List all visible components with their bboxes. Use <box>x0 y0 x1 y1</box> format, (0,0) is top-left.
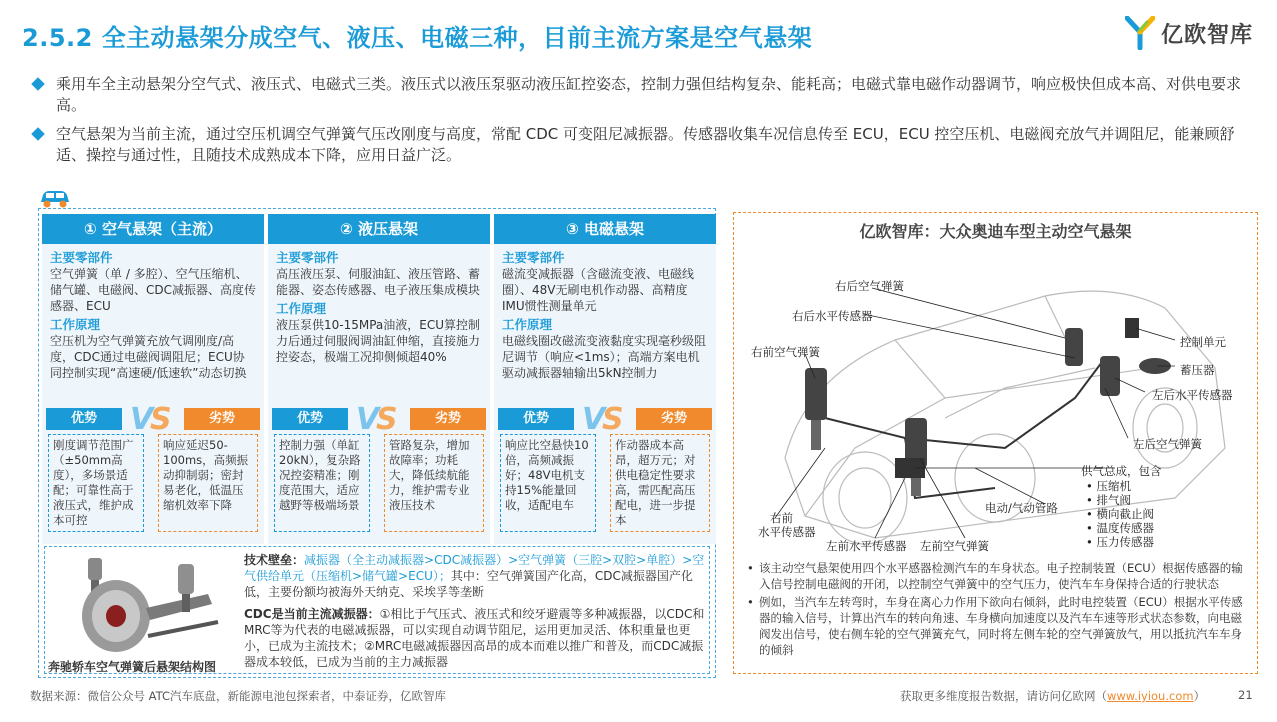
advantage-box: 响应比空悬快10倍，高频减振好；48V电机支持15%能量回收，适配电车 <box>500 434 596 532</box>
label-rf-level-1: 右前 <box>770 511 793 525</box>
vs-row <box>46 402 260 437</box>
parts-title: 主要零部件 <box>50 250 113 265</box>
supply-item-text: 横向截止阀 <box>1096 507 1154 521</box>
supply-item: • 横向截止阀 <box>1086 507 1154 521</box>
vs-v-glyph: V <box>356 402 380 437</box>
close-paren: ） <box>1193 689 1206 703</box>
diagram-title: 亿欧智库：大众奥迪车型主动空气悬架 <box>859 222 1132 241</box>
advantage-tab: 优势 <box>272 408 348 430</box>
page-title: 2.5.2 全主动悬架分成空气、液压、电磁三种，目前主流方案是空气悬架 <box>22 24 813 52</box>
supply-item-text: 压缩机 <box>1096 479 1131 493</box>
intro-bullet-text: 空气悬架为当前主流，通过空压机调空气弹簧气压改刚度与高度，常配 CDC 可变阻尼减振器。传感器收集车况信息传至 ECU，ECU 控空压机、电磁阀充放气并调阻尼，能兼顾舒适、操控与通过性，且随技术成熟成本下降，应用日益广泛。 <box>56 125 1235 164</box>
supply-item-text: 压力传感器 <box>1096 535 1154 549</box>
intro-bullet-text: 乘用车全主动悬架分空气式、液压式、电磁式三类。液压式以液压泵驱动液压缸控姿态，控制力强但结构复杂、能耗高；电磁式靠电磁作动器调节，响应极快但成本高、对供电要求高。 <box>56 75 1242 114</box>
label-rf-level-2: 水平传感器 <box>758 525 816 539</box>
tech-barrier-paragraph <box>244 552 706 600</box>
label-pipes: 电动/气动管路 <box>985 501 1058 515</box>
data-source: 数据来源：微信公众号 ATC汽车底盘，新能源电池包探索者，中泰证券，亿欧智库 <box>30 689 447 703</box>
label-lr-level: 左后水平传感器 <box>1152 388 1233 402</box>
vs-row <box>498 402 712 437</box>
label-lf-level: 左前水平传感器 <box>826 539 907 553</box>
supply-item: • 压缩机 <box>1086 479 1131 493</box>
parts-text: 磁流变减振器（含磁流变液、电磁线圈）、48V无刷电机作动器、高精度IMU惯性测量单元 <box>502 267 695 313</box>
diagram-note <box>745 560 1250 592</box>
diagram-notes <box>745 560 1250 660</box>
diagram-note-text: 例如，当汽车左转弯时，车身在离心力作用下欲向右倾斜，此时电控装置（ECU）根据水平传感器的输入信号，计算出汽车的转向角速、车身横向加速度以及汽车车速等形式状态参数，向电磁阀发出信号，使右侧车轮的空气弹簧充气，同时将左侧车轮的空气弹簧放气，用以抵抗汽车车身的倾斜 <box>759 595 1243 657</box>
disadvantage-tab: 劣势 <box>184 408 260 430</box>
logo-text: 亿欧智库 <box>1160 22 1253 48</box>
diagram-note <box>745 594 1250 658</box>
cdc-paragraph <box>244 606 706 670</box>
disadvantage-tab: 劣势 <box>410 408 486 430</box>
vs-s-glyph: S <box>602 402 624 437</box>
label-accumulator: 蓄压器 <box>1180 363 1215 377</box>
parts-title: 主要零部件 <box>276 250 339 265</box>
disadvantage-box: 管路复杂，增加故障率；功耗大，降低续航能力，维护需专业液压技术 <box>384 434 484 532</box>
disadvantage-box: 响应延迟50-100ms，高频振动抑制弱；密封易老化，低温压缩机效率下降 <box>158 434 258 532</box>
footer-more-info <box>900 688 1205 704</box>
advantage-box: 刚度调节范围广（±50mm高度），多场景适配；可靠性高于液压式，维护成本可控 <box>48 434 144 532</box>
vs-row <box>272 402 486 437</box>
more-info-text: 获取更多维度报告数据，请访问亿欧网（ <box>900 689 1107 703</box>
bullet-dot-icon: • <box>747 561 754 575</box>
column-header: ② 液压悬架 <box>268 214 490 244</box>
label-control-unit: 控制单元 <box>1180 335 1226 349</box>
car-icon <box>38 186 72 210</box>
bullet-dot-icon: • <box>747 595 754 609</box>
supply-item-text: 排气阀 <box>1096 493 1131 507</box>
label-lf-spring: 左前空气弹簧 <box>920 539 989 553</box>
label-rf-spring: 右前空气弹簧 <box>751 345 820 359</box>
diagram-note-text: 该主动空气悬架使用四个水平感器检测汽车的车身状态。电子控制装置（ECU）根据传感器的输入信号控制电磁阀的开闭，以控制空气弹簧中的空气压力，使汽车车身保持合适的行驶状态 <box>759 561 1243 591</box>
parts-text: 空气弹簧（单 / 多腔）、空气压缩机、储气罐、电磁阀、CDC减振器、高度传感器、ECU <box>50 267 256 313</box>
yiou-logo-icon <box>1125 16 1155 50</box>
advantage-tab: 优势 <box>498 408 574 430</box>
label-lr-spring: 左后空气弹簧 <box>1133 437 1202 451</box>
principle-text: 液压泵供10-15MPa油液，ECU算控制力后通过伺服阀调油缸伸缩，直接施力控姿态，极端工况抑侧倾超40% <box>276 318 481 364</box>
principle-text: 空压机为空气弹簧充放气调刚度/高度，CDC通过电磁阀调阻尼；ECU协同控制实现“高速硬/低速软”动态切换 <box>50 334 247 380</box>
advantage-tab: 优势 <box>46 408 122 430</box>
tech-barrier-chain: 减振器（全主动减振器>CDC减振器）>空气弹簧（三腔>双腔>单腔）>空气供给单元（压缩机>储气罐>ECU）； <box>244 553 705 583</box>
logo <box>1125 16 1253 50</box>
tech-barrier-label: 技术壁垒： <box>244 553 305 567</box>
disadvantage-tab: 劣势 <box>636 408 712 430</box>
supply-item-text: 温度传感器 <box>1096 521 1154 535</box>
principle-title: 工作原理 <box>502 317 553 332</box>
benz-rear-suspension-image <box>58 552 228 656</box>
advantage-box: 控制力强（单缸20kN），复杂路况控姿精准；刚度范围大，适应越野等极端场景 <box>274 434 370 532</box>
intro-bullet <box>30 124 1255 166</box>
page-number: 21 <box>1238 688 1253 702</box>
column-header: ③ 电磁悬架 <box>494 214 716 244</box>
image-caption: 奔驰轿车空气弹簧后悬架结构图 <box>48 660 217 674</box>
label-rr-spring: 右后空气弹簧 <box>835 279 904 293</box>
diamond-bullet-icon <box>31 77 45 91</box>
tech-text <box>244 552 706 670</box>
vs-v-glyph: V <box>130 402 154 437</box>
supply-item: • 温度传感器 <box>1086 521 1154 535</box>
iyiou-link[interactable]: www.iyiou.com <box>1107 689 1194 703</box>
cdc-label: CDC是当前主流减振器： <box>244 607 380 621</box>
parts-title: 主要零部件 <box>502 250 565 265</box>
vs-v-glyph: V <box>582 402 606 437</box>
principle-title: 工作原理 <box>276 301 327 316</box>
diamond-bullet-icon <box>31 127 45 141</box>
vs-s-glyph: S <box>376 402 398 437</box>
supply-item: • 压力传感器 <box>1086 535 1154 549</box>
supply-item: • 排气阀 <box>1086 493 1131 507</box>
column-header: ① 空气悬架（主流） <box>42 214 264 244</box>
principle-title: 工作原理 <box>50 317 101 332</box>
parts-text: 高压液压泵、伺服油缸、液压管路、蓄能器、姿态传感器、电子液压集成模块 <box>276 267 481 297</box>
intro-bullets <box>30 74 1255 174</box>
disadvantage-box: 作动器成本高昂，超万元；对供电稳定性要求高，需匹配高压配电，进一步提本 <box>610 434 710 532</box>
cdc-text: ①相比于气压式、液压式和绞牙避震等多种减振器，以CDC和MRC等为代表的电磁减振器，可以实现自动调节阻尼，运用更加灵活、体积重量也更小，已成为主流技术；②MRC电磁减振器因高昂的成本而难以推广和普及，而CDC减振器成本较低，已成为当前的主力减振器 <box>244 607 705 669</box>
principle-text: 电磁线圈改磁流变液黏度实现毫秒级阻尼调节（响应<1ms）；高端方案电机驱动减振器轴输出5kN控制力 <box>502 334 707 380</box>
intro-bullet <box>30 74 1255 116</box>
tech-barrier-rest: 其中：空气弹簧国产化高，CDC减振器国产化低，主要份额均被海外天纳克、采埃孚等垄断 <box>244 569 693 599</box>
label-supply-title: 供气总成，包含 <box>1081 464 1162 478</box>
label-rr-level: 右后水平传感器 <box>792 309 873 323</box>
vs-s-glyph: S <box>150 402 172 437</box>
